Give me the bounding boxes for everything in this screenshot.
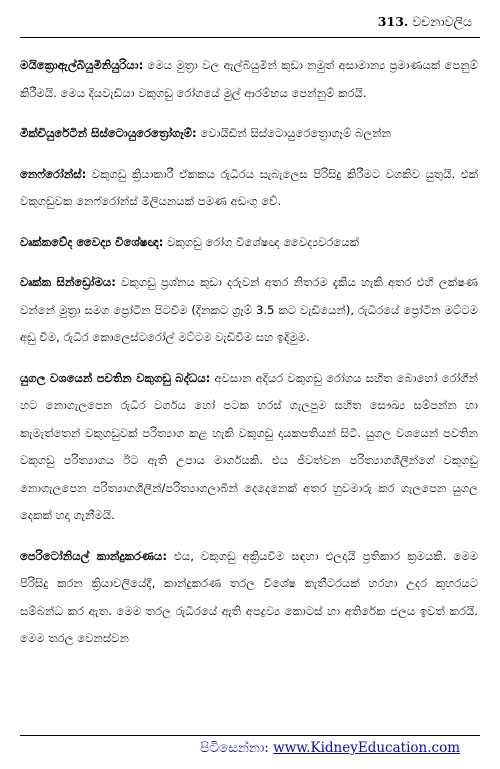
glossary-entry-microalbuminuria <box>20 52 478 107</box>
page-header <box>378 14 472 30</box>
glossary-entry-paired-kidney-donation <box>20 365 478 530</box>
glossary-definition: අවසාන අදියර වකුගඩු රෝගය සහිත බොහෝ රෝගීන් හට නොගැලපෙන රුධිර වර්ගය හෝ පටක හරස් ගැලපුම සහිත සෞඛ්‍ය සම්පන්න හා කැමැත්තෙන් වකුගඩුවක් පරිත්‍යාග කළ හැකි වකුගඩු දායකපතියන් සිටී. යුගල වශයෙන් පවතින වකුගඩු පරිත්‍යාගය ඊට ඇති උපාය මාර්ගයකි. එය ජීවත්වන පරිත්‍යාගශීලීන්ගේ වකුගඩු නොගැලපෙන පරිත්‍යාගශීලීන්/පරිත්‍යාගලාබීන් දෙදෙනෙක් අතර හුවමාරු කර ගැලපෙන යුගල දෙකක් හදා ගැනීමයි. <box>20 370 478 522</box>
page-footer <box>200 740 460 756</box>
page-number: 313. <box>377 14 409 29</box>
glossary-entry-nephrotic-syndrome <box>20 269 478 352</box>
glossary-term: වෘක්කවේද වෛද්‍ය විශේෂඥ: <box>20 234 164 249</box>
footer-divider <box>20 735 480 736</box>
source-label: පිටිසෙන්නා: <box>200 740 269 756</box>
glossary-definition: වොයිඩින් සිස්ටොයුරෙත්‍රොගෑම් බලන්න <box>200 126 392 140</box>
glossary-definition: එය, වකුගඩු අක්‍රියවීම සඳහා එලදායි ප්‍රතිකාර ක්‍රමයකි. මෙම පිරිසිදු කරන ක්‍රියාවලියේදී, කාන්දුකරණ තරල විශේෂ කැතීටරයක් හරහා උදර කුහරයට සම්බන්ධ කර ඇත. මෙම තරල රුධිරයේ ඇති අපද්‍රව්‍ය කොටස් හා අතිරේක ජලය ඉවත් කරයි. මෙම තරල වෙනස්වන <box>20 548 478 645</box>
section-title: වචනාවලිය <box>412 14 472 29</box>
glossary-term: යුගල වශයෙන් පවතින වකුගඩු බද්ධය: <box>20 370 211 385</box>
website-link[interactable]: www.KidneyEducation.com <box>273 740 460 756</box>
glossary-term: මික්චියුරේටින් සිස්ටොයුරෙත්‍රෝගෑම්: <box>20 126 197 140</box>
glossary-definition: වකුගඩු රෝග විශේෂඥ වෛද්‍යවරයෙක් <box>167 234 360 249</box>
glossary-term: පෙරිටෝනියල් කාන්දුකරණය: <box>20 548 167 563</box>
glossary-term: වෘක්ක සින්ඩ්‍රෝමය: <box>20 275 116 289</box>
glossary-definition: වකුගඩු ක්‍රියාකාරී ඒකකය රුධිරය සැබැලෙස පිරිසිදු කිරීමට වගකිව යුතුයි. එක් වකුගඩුවක නෙෆ්රෝන්ස් මිලියනයක් පමණ අඩංගු වේ. <box>20 166 479 208</box>
glossary-entry-nephrons <box>20 161 478 216</box>
glossary-entry-peritoneal-dialysis <box>20 543 478 653</box>
glossary-term: මයික්‍රොඇල්බියුමිනියුරියා: <box>20 58 144 72</box>
glossary-term: නෙෆ්රෝන්ස්: <box>20 166 87 181</box>
glossary-definition: වකුගඩු ප්‍රශ්නය කුඩා දරුවන් අතර නිතරම දැකිය හැකි අතර එහි ලක්ෂණ වන්නේ මුත්‍රා සමග ප්‍රෝටීන පිටවීම (දිනකට ග්‍රෑම් 3.5 කට වැඩියෙන්), රුධිරයේ ප්‍රෝටීන මට්ටම අඩු වීම, රුධිර කොලෙස්ටරෝල් මට්ටම වැඩිවීම සහ ඉදිමුම. <box>20 275 479 344</box>
glossary-body <box>20 52 478 666</box>
glossary-entry-micturating-cystourethrogram <box>20 120 478 148</box>
glossary-definition: මෙය මුත්‍රා වල ඇල්බියුමින් කුඩා නමුත් අසාමාන්‍ය ප්‍රමාණයක් පෙනුම් කිරීමයි. මෙය දියවැඩියා වකුගඩු රෝගයේ මුල් ආරම්භය පෙන්නුම් කරයි. <box>20 58 479 100</box>
glossary-entry-nephrologist <box>20 229 478 257</box>
header-divider <box>20 37 480 38</box>
